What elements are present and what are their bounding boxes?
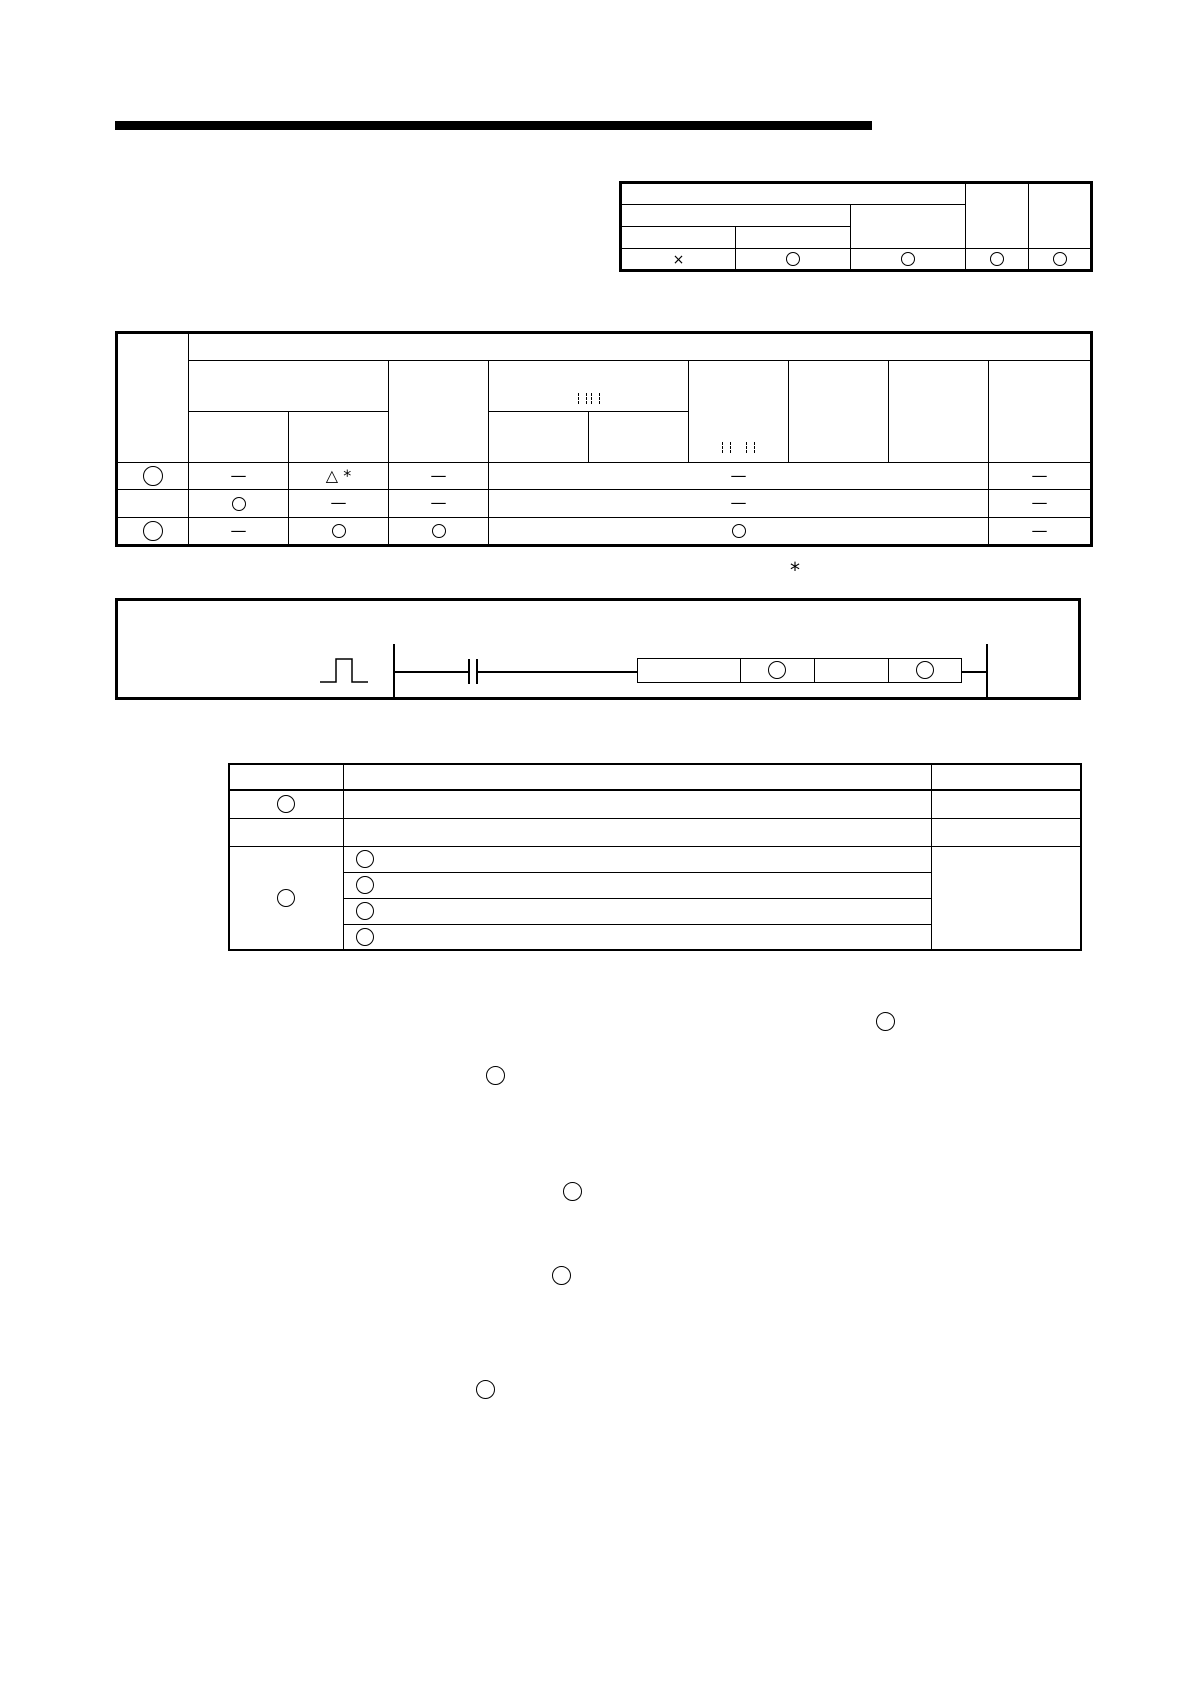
body-marker-3-icon [563, 1182, 582, 1201]
setting-row-2-type [931, 818, 1081, 846]
col-setting-data [229, 764, 343, 790]
row-1-word: △ * [289, 462, 389, 489]
circled-number-icon [356, 876, 374, 894]
setting-data-header [118, 334, 189, 463]
direct-bit-header [489, 412, 589, 463]
availability-value-1: × [622, 248, 736, 269]
row-3-file [389, 517, 489, 544]
index-register-header [789, 361, 889, 462]
row-1-bit: — [189, 462, 289, 489]
circle-mark-icon [990, 252, 1004, 266]
row-1-file: — [389, 462, 489, 489]
header-rule [115, 121, 872, 130]
availability-header-col3 [851, 205, 966, 248]
circle-mark-icon [786, 252, 800, 266]
internal-device-header [189, 361, 389, 412]
row-2-other: — [989, 490, 1091, 517]
circled-number-icon [143, 521, 163, 541]
rung-line-left [394, 671, 468, 673]
footnote-star: * [790, 558, 800, 582]
setting-row-3-type [931, 846, 1081, 950]
special-module-bracket-icon [720, 439, 756, 455]
availability-header-main [622, 184, 966, 205]
circle-mark-icon [732, 524, 746, 538]
availability-header-col2 [736, 227, 851, 248]
direct-device-bracket-icon [576, 393, 602, 404]
setting-row-1-detail [343, 790, 931, 818]
availability-value-3 [851, 248, 966, 269]
availability-subheader [622, 205, 851, 227]
usable-device-table [117, 333, 1091, 545]
circle-mark-icon [332, 524, 346, 538]
circled-number-icon [356, 928, 374, 946]
body-marker-5-icon [476, 1380, 495, 1399]
setting-row-1-type [931, 790, 1081, 818]
circled-number-icon [356, 850, 374, 868]
direct-device-header [489, 361, 689, 412]
row-3-label [118, 517, 189, 544]
circle-mark-icon [901, 252, 915, 266]
bit-header [189, 412, 289, 463]
availability-header-col4 [966, 184, 1029, 249]
row-2-word: — [289, 490, 389, 517]
cpu-availability-table [621, 183, 1091, 270]
availability-header-col5 [1029, 184, 1091, 249]
operand-2-icon [916, 661, 934, 679]
rising-pulse-icon [318, 656, 374, 686]
body-marker-1-icon [876, 1012, 895, 1031]
circled-number-icon [277, 889, 295, 907]
row-2-label [118, 490, 189, 517]
usable-devices-header [189, 334, 1091, 361]
availability-value-5 [1029, 248, 1091, 269]
row-2-file: — [389, 490, 489, 517]
row-1-other: — [989, 462, 1091, 489]
circled-number-icon [277, 795, 295, 813]
body-marker-2-icon [486, 1066, 505, 1085]
operand-1-icon [768, 661, 786, 679]
setting-row-3b-detail [343, 872, 931, 898]
row-3-word [289, 517, 389, 544]
setting-data-table [228, 763, 1082, 951]
setting-row-2-detail [343, 818, 931, 846]
circle-mark-icon [432, 524, 446, 538]
circled-number-icon [143, 466, 163, 486]
setting-row-3c-detail [343, 898, 931, 924]
circle-mark-icon [232, 497, 246, 511]
word-header [289, 412, 389, 463]
col-data-type [931, 764, 1081, 790]
other-header [989, 361, 1091, 462]
contact-icon [468, 659, 470, 684]
row-3-merged [489, 517, 989, 544]
setting-row-3d-detail [343, 924, 931, 950]
circled-number-icon [356, 902, 374, 920]
row-2-bit [189, 490, 289, 517]
ladder-diagram [115, 598, 1081, 700]
rung-line-mid [477, 671, 637, 673]
row-2-merged: — [489, 490, 989, 517]
constant-header [889, 361, 989, 462]
availability-value-2 [736, 248, 851, 269]
row-1-label [118, 462, 189, 489]
row-3-other: — [989, 517, 1091, 544]
setting-row-2-label [229, 818, 343, 846]
right-bus-bar [986, 644, 988, 698]
direct-word-header [589, 412, 689, 463]
circle-mark-icon [1053, 252, 1067, 266]
instruction-box [637, 658, 962, 683]
row-1-merged: — [489, 462, 989, 489]
availability-value-4 [966, 248, 1029, 269]
availability-header-col1 [622, 227, 736, 248]
special-module-header [689, 361, 789, 462]
setting-row-3-label [229, 846, 343, 950]
rung-line-right [962, 671, 986, 673]
file-register-header [389, 361, 489, 462]
setting-row-3a-detail [343, 846, 931, 872]
body-marker-4-icon [552, 1266, 571, 1285]
row-3-bit: — [189, 517, 289, 544]
setting-row-1-label [229, 790, 343, 818]
col-setting-details [343, 764, 931, 790]
